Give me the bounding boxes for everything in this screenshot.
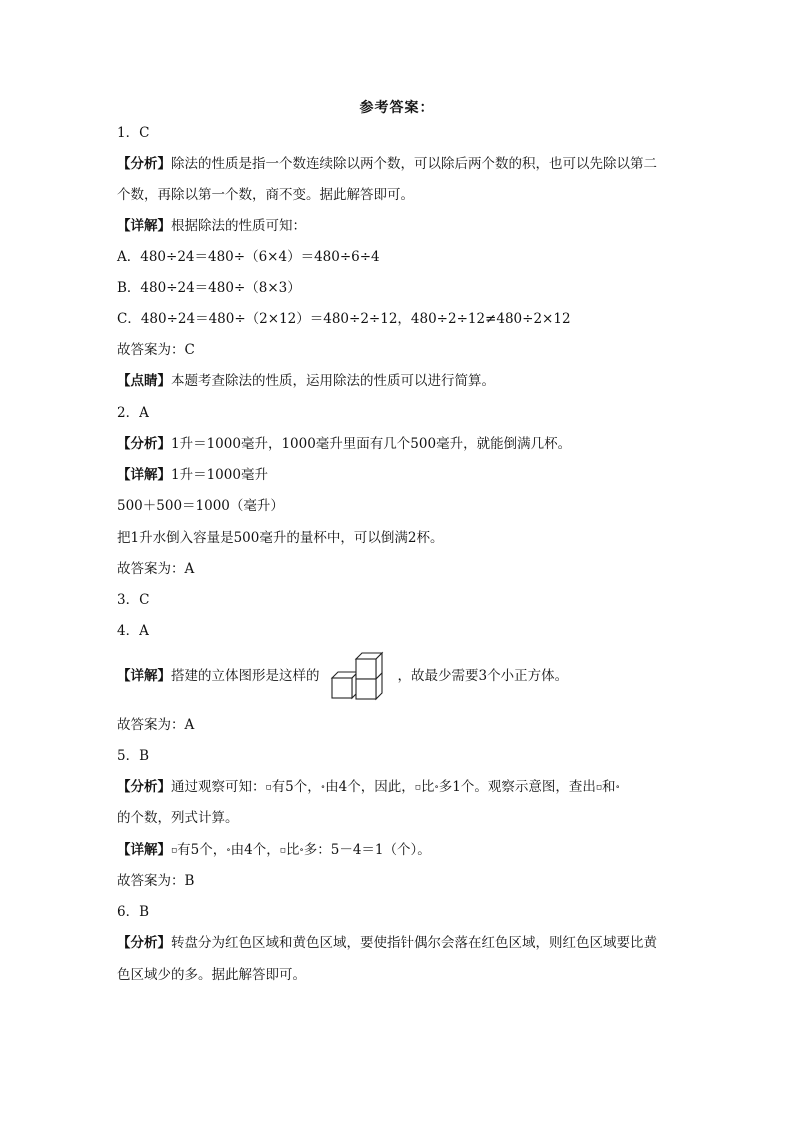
square-symbol-icon: ▫ [414, 782, 421, 793]
q2-answer: 故答案为：A [117, 561, 195, 577]
analysis-tag: 【分析】 [117, 436, 171, 452]
square-symbol-icon: ▫ [265, 782, 272, 793]
square-symbol-icon: ▫ [171, 845, 178, 856]
q2-conclusion: 把1升水倒入容量是500毫升的量杯中，可以倒满2杯。 [117, 530, 444, 546]
circle-symbol-icon: ∘ [434, 782, 439, 793]
detail-tag: 【详解】 [117, 842, 171, 858]
q1-analysis-text: 除法的性质是指一个数连续除以两个数，可以除后两个数的积，也可以先除以第二 [171, 156, 657, 172]
q1-analysis-line-1 [117, 154, 687, 174]
q1-number: 1．C [117, 125, 150, 141]
q4-answer: 故答案为：A [117, 717, 195, 733]
cube-stack-figure [330, 651, 392, 703]
q1-comment-line [117, 371, 687, 391]
q5-analysis-text: 通过观察可知： [171, 779, 266, 795]
cube-bottom-front-face [356, 679, 376, 699]
cube-top-front-face [356, 659, 376, 679]
q6-analysis-line-1 [117, 933, 687, 953]
q5-detail-text: 有5个， [177, 842, 227, 858]
q5-detail-text: 比 [285, 842, 300, 858]
analysis-tag: 【分析】 [117, 156, 171, 172]
q6-analysis-text: 转盘分为红色区域和黄色区域，要使指针偶尔会落在红色区域，则红色区域要比黄 [171, 935, 657, 951]
q1-detail-line [117, 216, 687, 236]
q5-analysis-text: 和 [601, 779, 616, 795]
q3-number: 3．C [117, 592, 150, 608]
circle-symbol-icon: ∘ [615, 782, 620, 793]
analysis-tag: 【分析】 [117, 935, 171, 951]
q5-analysis-line-1 [117, 777, 687, 798]
circle-symbol-icon: ∘ [320, 782, 326, 793]
q5-analysis-text: 多1个。观察示意图，查出 [438, 779, 596, 795]
square-symbol-icon: ▫ [595, 782, 602, 793]
page-title: 参考答案： [359, 100, 435, 116]
q2-analysis-text: 1升＝1000毫升，1000毫升里面有几个500毫升，就能倒满几杯。 [171, 436, 572, 452]
q1-answer: 故答案为：C [117, 342, 195, 358]
circle-symbol-icon: ∘ [226, 845, 231, 856]
q4-detail-line [117, 648, 687, 704]
q2-calculation: 500＋500＝1000（毫升） [117, 498, 284, 514]
circle-symbol-icon: ∘ [299, 845, 304, 856]
q6-number: 6．B [117, 904, 150, 920]
q5-detail-line [117, 840, 687, 861]
q5-analysis-text: 由4个，因此， [325, 779, 415, 795]
q5-detail-text: 由4个， [230, 842, 280, 858]
analysis-tag: 【分析】 [117, 779, 171, 795]
detail-tag: 【详解】 [117, 668, 171, 684]
q5-analysis-text: 比 [420, 779, 435, 795]
q1-option-b: B．480÷24＝480÷（8×3） [117, 280, 301, 296]
q5-analysis-line-2: 的个数，列式计算。 [117, 810, 239, 826]
square-symbol-icon: ▫ [279, 845, 286, 856]
q5-answer: 故答案为：B [117, 873, 195, 889]
q2-analysis-line [117, 434, 687, 454]
detail-tag: 【详解】 [117, 218, 171, 234]
comment-tag: 【点睛】 [117, 373, 171, 389]
q1-comment-text: 本题考查除法的性质，运用除法的性质可以进行简算。 [171, 373, 495, 389]
q4-number: 4．A [117, 623, 149, 639]
q5-analysis-text: 有5个， [271, 779, 321, 795]
q5-number: 5．B [117, 748, 150, 764]
q2-number: 2．A [117, 405, 149, 421]
q4-detail-text-after: ，故最少需要3个小正方体。 [397, 668, 569, 684]
q2-detail-line [117, 465, 687, 485]
q2-detail-text: 1升＝1000毫升 [171, 467, 268, 483]
q4-detail-text-before: 搭建的立体图形是这样的 [171, 668, 320, 684]
q1-option-c: C．480÷24＝480÷（2×12）＝480÷2÷12，480÷2÷12≠480÷2×12 [117, 311, 571, 327]
q1-analysis-line-2: 个数，再除以第一个数，商不变。据此解答即可。 [117, 187, 414, 203]
q1-option-a: A．480÷24＝480÷（6×4）＝480÷6÷4 [117, 249, 380, 265]
q6-analysis-line-2: 色区域少的多。据此解答即可。 [117, 967, 306, 983]
q5-detail-text: 多：5－4＝1（个）。 [303, 842, 431, 858]
cube-left-front-face [332, 678, 352, 698]
detail-tag: 【详解】 [117, 467, 171, 483]
q1-detail-text: 根据除法的性质可知： [171, 218, 306, 234]
